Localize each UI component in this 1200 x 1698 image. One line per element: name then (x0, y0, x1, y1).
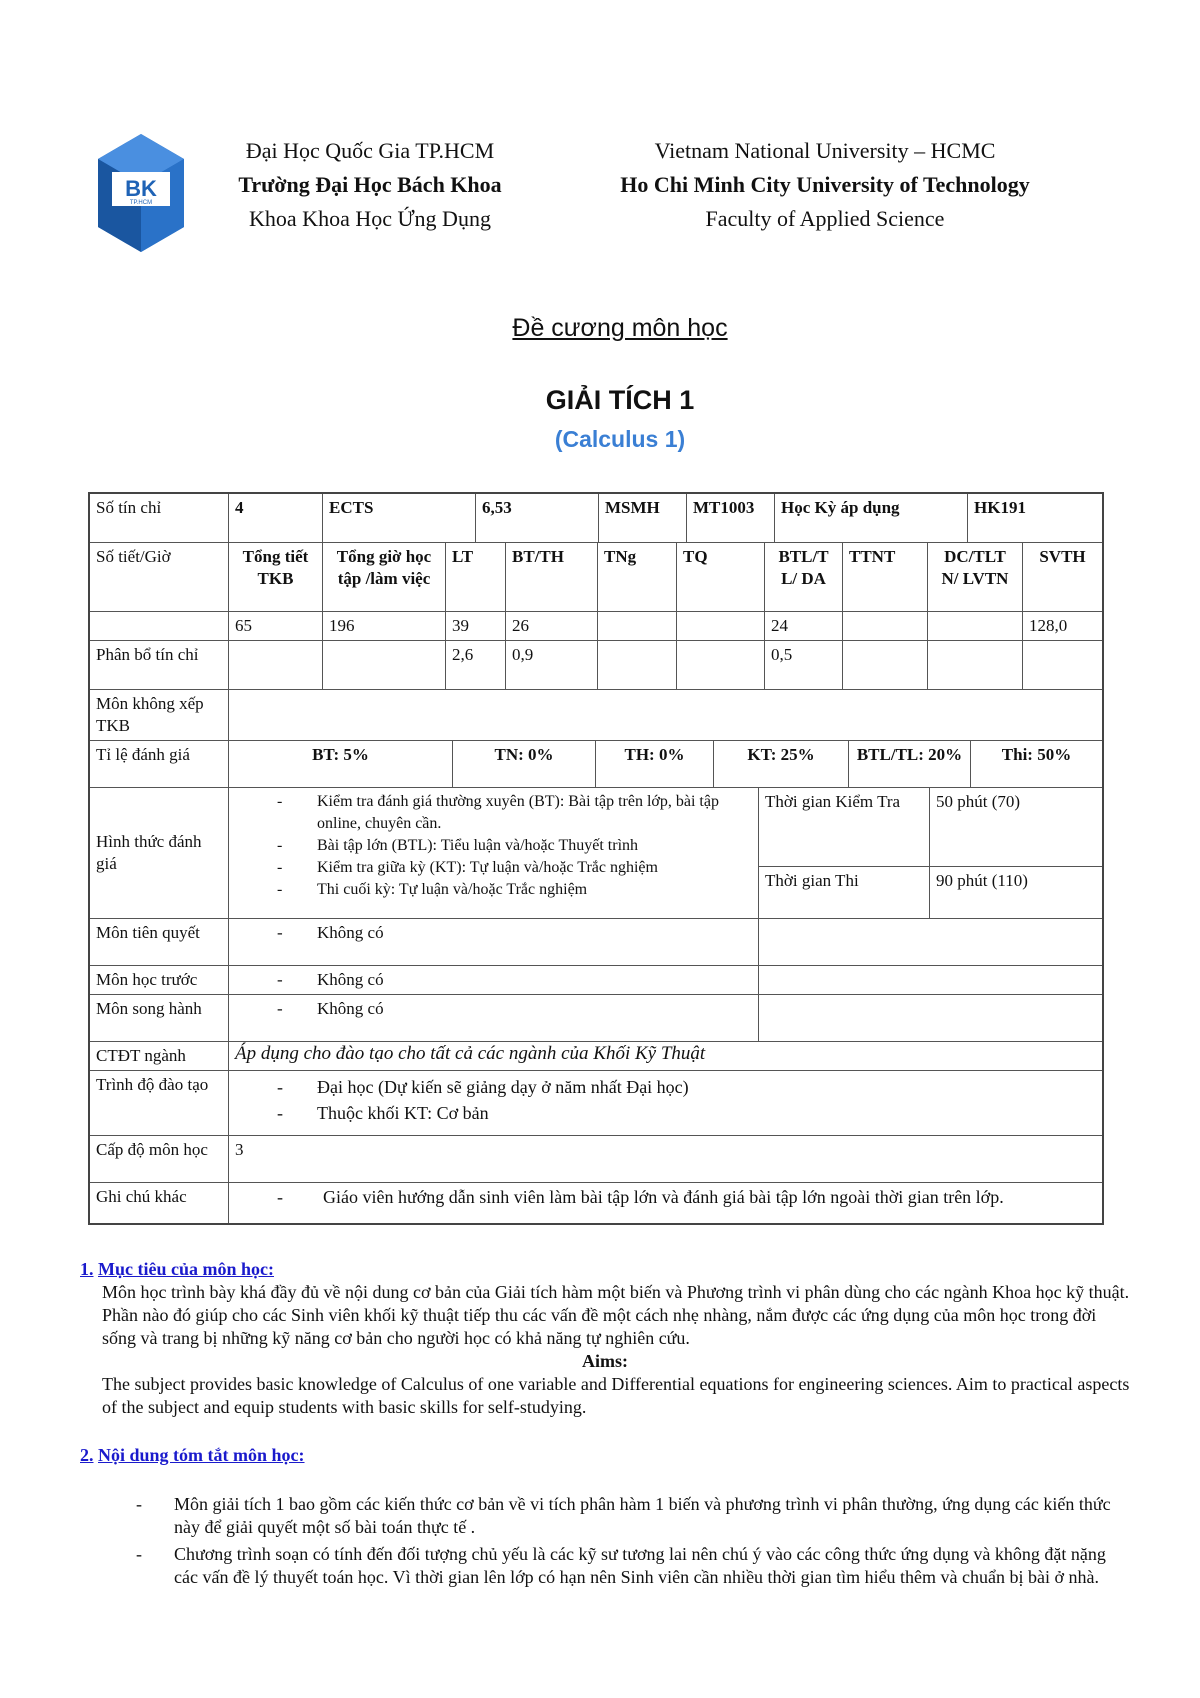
assessment-list (235, 791, 752, 901)
table-row (90, 1041, 1102, 1070)
credit-alloc-label: Phân bổ tín chỉ (96, 645, 199, 664)
empty-cell (758, 966, 1102, 994)
table-row (90, 740, 1102, 787)
ects-value: 6,53 (475, 494, 598, 542)
msmh-label: MSMH (598, 494, 686, 542)
hours-value: 196 (322, 612, 445, 640)
aims-heading: Aims: (582, 1351, 628, 1371)
section-heading: Nội dung tóm tắt môn học: (98, 1445, 305, 1465)
msmh-value: MT1003 (686, 494, 774, 542)
table-row (90, 1135, 1102, 1182)
table-row (90, 918, 1102, 965)
en-school: Ho Chi Minh City University of Technology (620, 172, 1030, 197)
table-row (90, 1070, 1102, 1135)
credit-alloc-value (842, 641, 927, 689)
hours-value (842, 612, 927, 640)
logo-text: BK (125, 176, 157, 201)
exam-time-label: Thời gian Thi (765, 871, 859, 890)
hours-header: TNg (597, 543, 676, 611)
credit-alloc-value: 0,9 (505, 641, 597, 689)
en-faculty: Faculty of Applied Science (705, 206, 945, 231)
no-schedule-label: Môn không xếp TKB (96, 694, 204, 735)
vn-school: Trường Đại Học Bách Khoa (238, 172, 502, 197)
hours-header: Tổng giờ học tập /làm việc (322, 543, 445, 611)
level-cell (228, 1071, 1102, 1135)
ratio-exam: Thi: 50% (970, 741, 1102, 787)
table-row (90, 787, 1102, 918)
credits-label: Số tín chỉ (96, 498, 162, 517)
notes-label: Ghi chú khác (96, 1187, 187, 1206)
hours-header: TTNT (842, 543, 927, 611)
course-subtitle: (Calculus 1) (554, 426, 686, 452)
table-row (90, 965, 1102, 994)
hours-header: TQ (676, 543, 764, 611)
hours-value: 24 (764, 612, 842, 640)
list-item: - Thuộc khối KT: Cơ bản (235, 1100, 1096, 1126)
test-time-label: Thời gian Kiểm Tra (765, 792, 901, 811)
logo-subtext: TP.HCM (129, 200, 153, 206)
ratio-kt: KT: 25% (713, 741, 848, 787)
hours-header: SVTH (1022, 543, 1102, 611)
program-value: Áp dụng cho đào tạo cho tất cả các ngành của Khối Kỹ Thuật (228, 1042, 1102, 1070)
objectives-vn: Môn học trình bày khá đầy đủ về nội dung cơ bản của Giải tích hàm một biến và Phương trình vi phân dùng cho các ngành Khoa học kỹ thuật. Phần nào đó giúp cho các Sinh viên khối kỹ thuật tiếp thu các vấn đề một cách nhẹ nhàng, nắm được các ứng dụng của môn học trong đời sống và trang bị những kỹ năng cơ bản cho người học có khả năng tự nghiên cứu. (102, 1282, 1130, 1348)
hours-value: 128,0 (1022, 612, 1102, 640)
hours-value (927, 612, 1022, 640)
credit-alloc-value: 2,6 (445, 641, 505, 689)
assessment-label: Hình thức đánh giá (96, 832, 202, 873)
hours-value (676, 612, 764, 640)
credit-alloc-value (927, 641, 1022, 689)
list-item: - Kiểm tra đánh giá thường xuyên (BT): Bài tập trên lớp, bài tập online, chuyên cần. (235, 791, 752, 835)
list-item: - Chương trình soạn có tính đến đối tượng chủ yếu là các kỹ sư tương lai nên chú ý vào các công thức ứng dụng và không đặt nặng các vấn đề lý thuyết toán học. Vì thời gian lên lớp có hạn nên Sinh viên cần nhiều thời gian tìm hiểu thêm và chuẩn bị bài ở nhà. (80, 1543, 1130, 1589)
credit-alloc-value (228, 641, 322, 689)
university-logo (98, 134, 184, 252)
empty-cell (758, 995, 1102, 1041)
parallel-value: - Không có (235, 998, 752, 1020)
notes-value: - Giáo viên hướng dẫn sinh viên làm bài tập lớn và đánh giá bài tập lớn ngoài thời gian trên lớp. (235, 1186, 1096, 1208)
term-label: Học Kỳ áp dụng (774, 494, 967, 542)
ratio-btl: BTL/TL: 20% (848, 741, 970, 787)
ratio-bt: BT: 5% (228, 741, 452, 787)
grade-value: 3 (228, 1136, 1102, 1182)
list-item: - Kiểm tra giữa kỳ (KT): Tự luận và/hoặc Trắc nghiệm (235, 857, 752, 879)
ects-label: ECTS (322, 494, 475, 542)
hours-value (597, 612, 676, 640)
hours-header: Tổng tiết TKB (228, 543, 322, 611)
en-university: Vietnam National University – HCMC (654, 138, 996, 163)
vn-university: Đại Học Quốc Gia TP.HCM (245, 138, 495, 163)
test-time-row (759, 788, 1102, 867)
parallel-cell (228, 995, 758, 1041)
parallel-label: Môn song hành (96, 999, 202, 1018)
empty-cell (758, 919, 1102, 965)
test-time-value: 50 phút (70) (929, 788, 1102, 866)
table-row (90, 494, 1102, 542)
hours-value: 65 (228, 612, 322, 640)
section-heading: Mục tiêu của môn học: (98, 1259, 274, 1279)
table-row (90, 611, 1102, 640)
table-row (90, 994, 1102, 1041)
assessment-list-cell (228, 788, 758, 918)
ratio-label: Tỉ lệ đánh giá (96, 745, 190, 764)
hours-header: BT/TH (505, 543, 597, 611)
program-label: CTĐT ngành (96, 1046, 186, 1065)
term-value: HK191 (967, 494, 1102, 542)
ratio-th: TH: 0% (595, 741, 713, 787)
notes-cell (228, 1183, 1102, 1223)
list-item: - Môn giải tích 1 bao gồm các kiến thức cơ bản về vi tích phân hàm 1 biến và phương trình vi phân thường, ứng dụng các kiến thức này để giải quyết một số bài toán thực tế . (80, 1493, 1130, 1539)
course-title: GIẢI TÍCH 1 (545, 385, 695, 415)
assessment-times (758, 788, 1102, 918)
hours-header: DC/TLT N/ LVTN (927, 543, 1022, 611)
exam-time-row (759, 867, 1102, 918)
header-english (570, 134, 1080, 236)
list-item: - Đại học (Dự kiến sẽ giảng dạy ở năm nhất Đại học) (235, 1074, 1096, 1100)
course-info-table (88, 492, 1104, 1225)
exam-time-value: 90 phút (110) (929, 867, 1102, 918)
list-item: - Thi cuối kỳ: Tự luận và/hoặc Trắc nghiệm (235, 879, 752, 901)
document-title: Đề cương môn học (512, 314, 728, 342)
section-number: 1. (80, 1259, 94, 1279)
ratio-tn: TN: 0% (452, 741, 595, 787)
prior-label: Môn học trước (96, 970, 198, 989)
no-schedule-value (228, 690, 1102, 740)
credits-value: 4 (228, 494, 322, 542)
section-summary (80, 1444, 1130, 1589)
header-vietnamese (200, 134, 540, 236)
list-item: - Bài tập lớn (BTL): Tiểu luận và/hoặc Thuyết trình (235, 835, 752, 857)
prereq-value: - Không có (235, 922, 752, 944)
section-objectives (80, 1258, 1130, 1419)
section-number: 2. (80, 1445, 94, 1465)
hours-label: Số tiết/Giờ (96, 547, 171, 566)
hours-header: BTL/T L/ DA (764, 543, 842, 611)
credit-alloc-value (322, 641, 445, 689)
empty-cell (90, 612, 228, 640)
table-row (90, 1182, 1102, 1223)
prior-value: - Không có (235, 969, 752, 991)
credit-alloc-value (597, 641, 676, 689)
table-row (90, 640, 1102, 689)
hours-value: 39 (445, 612, 505, 640)
hours-header: LT (445, 543, 505, 611)
prereq-label: Môn tiên quyết (96, 923, 200, 942)
grade-label: Cấp độ môn học (96, 1140, 208, 1159)
credit-alloc-value (676, 641, 764, 689)
table-row (90, 542, 1102, 611)
hours-value: 26 (505, 612, 597, 640)
objectives-en: The subject provides basic knowledge of Calculus of one variable and Differential equations for engineering sciences. Aim to practical aspects of the subject and equip students with basic skills for self-studying. (102, 1374, 1130, 1417)
level-label: Trình độ đào tạo (96, 1075, 209, 1094)
prereq-cell (228, 919, 758, 965)
vn-faculty: Khoa Khoa Học Ứng Dụng (249, 206, 491, 231)
credit-alloc-value (1022, 641, 1102, 689)
table-row (90, 689, 1102, 740)
credit-alloc-value: 0,5 (764, 641, 842, 689)
prior-cell (228, 966, 758, 994)
